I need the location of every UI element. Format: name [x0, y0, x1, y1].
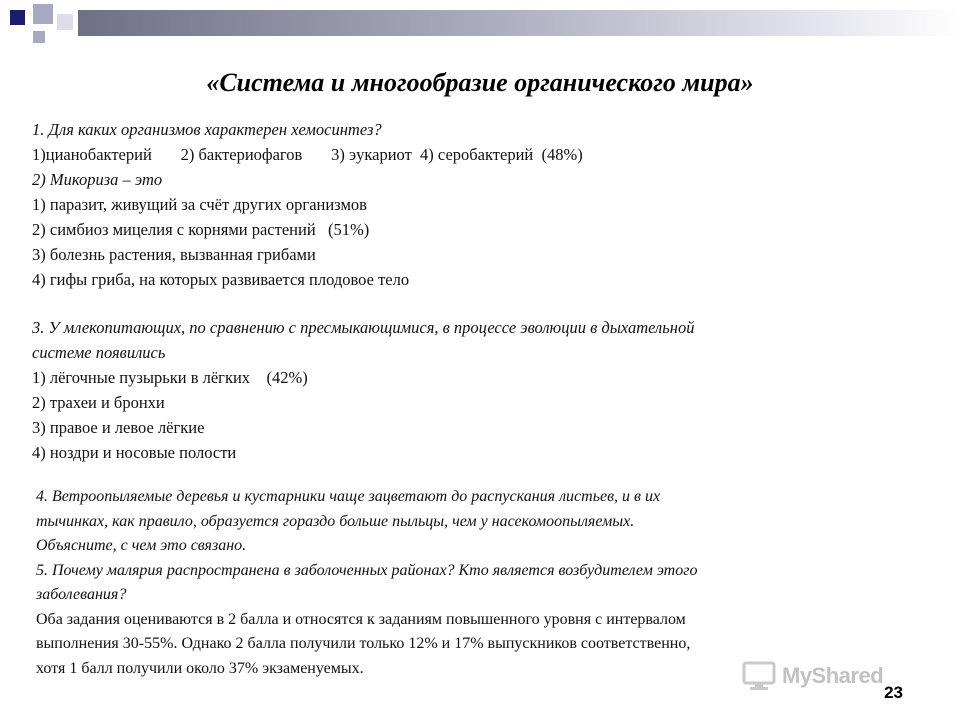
header-decoration: [0, 0, 960, 42]
slide-title: «Система и многообразие органического мира»: [206, 68, 754, 97]
header-gradient-bar: [78, 10, 960, 36]
q3-option-1: 1) лёгочные пузырьки в лёгких (42%): [32, 368, 308, 387]
questions-4-5: [36, 485, 697, 681]
watermark: [742, 656, 932, 696]
slide-number: 23: [884, 683, 903, 702]
note-line-1: Оба задания оцениваются в 2 балла и относятся к заданиям повышенного уровня с интервалом: [36, 610, 686, 628]
q3-question-line-1: 3. У млекопитающих, по сравнению с пресмыкающимися, в процессе эволюции в дыхательной: [32, 318, 695, 337]
header-square-navy: [10, 10, 25, 25]
watermark-text: MyShared: [782, 663, 884, 688]
note-line-3: хотя 1 балл получили около 37% экзаменуемых.: [36, 659, 364, 677]
header-square-light: [57, 14, 73, 30]
q3-option-2: 2) трахеи и бронхи: [32, 393, 165, 412]
q2-option-2: 2) симбиоз мицелия с корнями растений (51%): [32, 220, 370, 239]
q3-option-3: 3) правое и левое лёгкие: [32, 418, 205, 437]
header-square-gray: [33, 4, 53, 24]
q2-question: 2) Микориза – это: [32, 170, 163, 189]
q4-line-1: 4. Ветроопыляемые деревья и кустарники чаще зацветают до распускания листьев, и в их: [36, 488, 661, 505]
q2-option-3: 3) болезнь растения, вызванная грибами: [32, 245, 316, 264]
q5-line-1: 5. Почему малярия распространена в заболоченных районах? Кто является возбудителем этого: [36, 561, 698, 579]
q4-line-2: тычинках, как правило, образуется гораздо больше пыльцы, чем у насекомоопыляемых.: [36, 512, 635, 530]
q1-options: 1)цианобактерий 2) бактериофагов 3) эукариот 4) серобактерий (48%): [32, 145, 583, 164]
header-square-gray-small: [33, 31, 45, 43]
questions-1-2: [32, 117, 583, 292]
q4-line-3: Объясните, с чем это связано.: [36, 537, 247, 554]
q2-option-4: 4) гифы гриба, на которых развивается плодовое тело: [32, 270, 410, 289]
q2-option-1: 1) паразит, живущий за счёт других организмов: [32, 195, 367, 214]
q1-question: 1. Для каких организмов характерен хемосинтез?: [32, 120, 382, 139]
q5-line-2: заболевания?: [36, 586, 127, 603]
q3-question-line-2: системе появились: [32, 343, 166, 362]
q3-option-4: 4) ноздри и носовые полости: [32, 443, 237, 462]
monitor-icon: [742, 661, 776, 691]
question-3: [32, 315, 694, 465]
note-line-2: выполнения 30-55%. Однако 2 балла получили только 12% и 17% выпускников соответственно,: [36, 635, 691, 652]
